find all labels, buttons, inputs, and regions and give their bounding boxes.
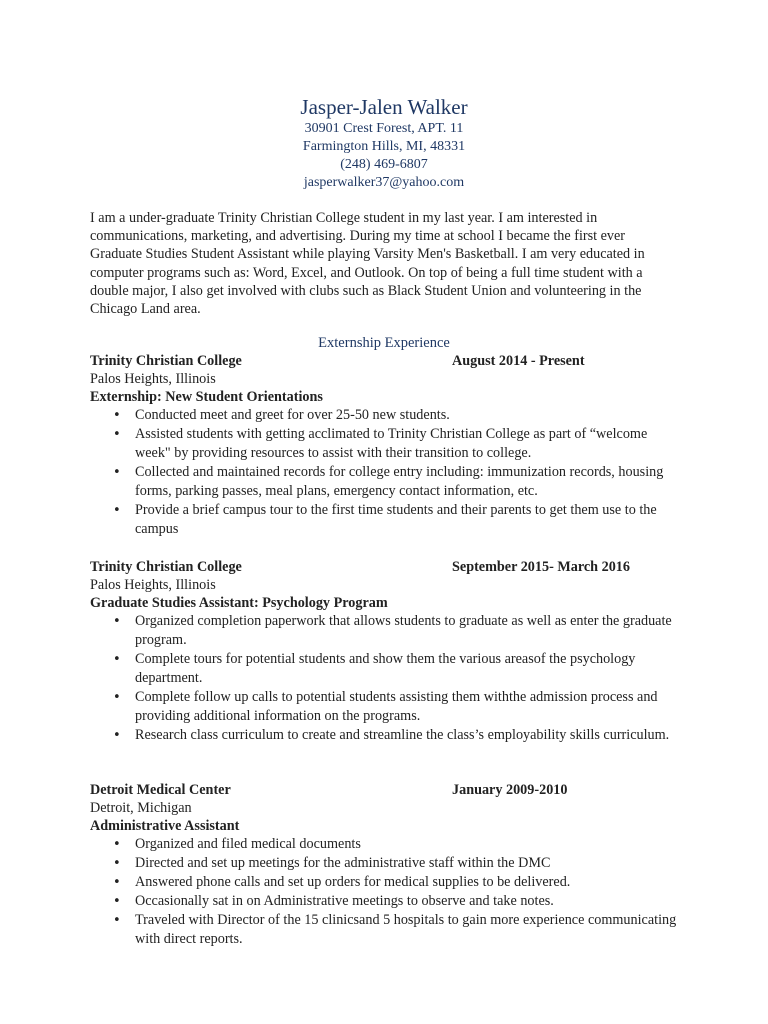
duty-item: • Assisted students with getting acclimated to Trinity Christian College as part of “welcome week" by providing resources to assist with their transition to college. xyxy=(90,425,680,463)
job-entry xyxy=(90,781,680,949)
candidate-name: Jasper-Jalen Walker xyxy=(300,95,468,119)
employer-name: Trinity Christian College xyxy=(90,559,242,575)
duty-item: • Complete tours for potential students and show them the various areasof the psychology department. xyxy=(90,650,680,688)
duty-item: • Research class curriculum to create and streamline the class’s employability skills curriculum. xyxy=(90,726,680,745)
section-title: Externship Experience xyxy=(318,335,450,351)
job-entry xyxy=(90,558,680,745)
employment-dates: September 2015- March 2016 xyxy=(452,559,630,575)
job-duties-list xyxy=(90,835,680,949)
employer-name: Detroit Medical Center xyxy=(90,782,231,798)
duty-item: • Complete follow up calls to potential students assisting them withthe admission process and providing additional information on the programs. xyxy=(90,688,680,726)
email-address: jasperwalker37@yahoo.com xyxy=(303,175,465,190)
employment-dates: January 2009-2010 xyxy=(452,782,568,798)
summary-paragraph: I am a under-graduate Trinity Christian College student in my last year. I am interested in communications, marketing, and advertising. During my time at school I became the first ever Graduate Studies Student Assistant while playing Varsity Men's Basketball. I am very educated in computer programs such as: Word, Excel, and Outlook. On top of being a full time student with a double major, I also get involved with clubs such as Black Student Union and volunteering in the Chicago Land area. xyxy=(90,210,645,318)
duty-item: • Organized completion paperwork that allows students to graduate as well as enter the graduate program. xyxy=(90,612,680,650)
employment-dates: August 2014 - Present xyxy=(452,353,585,369)
job-title: Administrative Assistant xyxy=(90,818,240,834)
job-title: Graduate Studies Assistant: Psychology Program xyxy=(90,595,388,611)
duty-item: • Answered phone calls and set up orders for medical supplies to be delivered. xyxy=(90,873,680,892)
duty-item: • Traveled with Director of the 15 clinicsand 5 hospitals to gain more experience communicating with direct reports. xyxy=(90,911,680,949)
duty-item: • Organized and filed medical documents xyxy=(90,835,680,854)
street-address: 30901 Crest Forest, APT. 11 xyxy=(304,121,464,136)
employer-name: Trinity Christian College xyxy=(90,353,242,369)
duty-item: • Provide a brief campus tour to the first time students and their parents to get them use to the campus xyxy=(90,501,680,539)
duty-item: • Conducted meet and greet for over 25-50 new students. xyxy=(90,406,680,425)
phone-number: (248) 469-6807 xyxy=(340,157,428,172)
job-duties-list xyxy=(90,612,680,745)
job-duties-list xyxy=(90,406,680,539)
duty-item: • Directed and set up meetings for the administrative staff within the DMC xyxy=(90,854,680,873)
city-state-zip: Farmington Hills, MI, 48331 xyxy=(302,139,466,154)
job-location: Palos Heights, Illinois xyxy=(90,371,216,387)
job-location: Palos Heights, Illinois xyxy=(90,577,216,593)
job-entry xyxy=(90,352,680,539)
duty-item: • Collected and maintained records for college entry including: immunization records, housing forms, parking passes, meal plans, emergency contact information, etc. xyxy=(90,463,680,501)
job-title: Externship: New Student Orientations xyxy=(90,389,323,405)
duty-item: • Occasionally sat in on Administrative meetings to observe and take notes. xyxy=(90,892,680,911)
job-location: Detroit, Michigan xyxy=(90,800,192,816)
resume-header xyxy=(0,94,768,192)
